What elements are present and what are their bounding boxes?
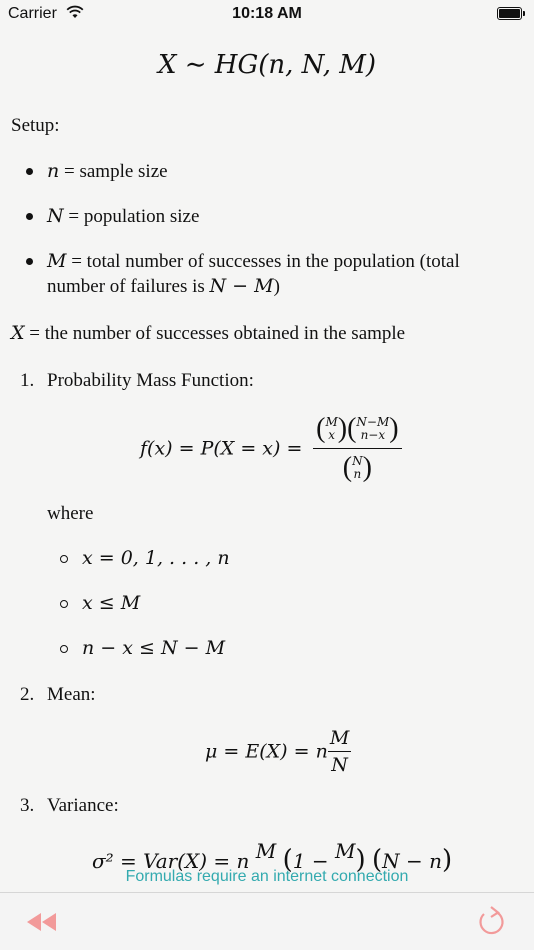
- internet-notice: Formulas require an internet connection: [125, 868, 409, 885]
- condition-3: n − x ≤ N − M: [82, 637, 226, 659]
- circle-bullet: [60, 600, 68, 608]
- battery-icon: [497, 7, 522, 20]
- rewind-icon[interactable]: [24, 905, 60, 939]
- bullet: [26, 258, 33, 265]
- distribution-title: X ∼ HG(n, N, M): [157, 50, 377, 80]
- section-number-1: 1.: [20, 370, 35, 391]
- condition-1: x = 0, 1, . . . , n: [82, 547, 230, 569]
- clock: 10:18 AM: [232, 5, 302, 22]
- pmf-formula: f(x) = P(X = x) = (M x)(N−M n−x ) (N n): [140, 413, 402, 484]
- variance-formula: σ² = Var(X) = n M (1 − M) (N − n): [92, 839, 453, 875]
- bottom-toolbar: [0, 892, 534, 950]
- mean-formula: μ = E(X) = n $\frac{M}{N}$: [205, 727, 350, 776]
- formula-content: [0, 30, 534, 892]
- condition-2: x ≤ M: [82, 592, 141, 614]
- bullet: [26, 213, 33, 220]
- setup-item-M: M = total number of successes in the population (total number of failures is N − M): [47, 250, 460, 297]
- bullet: [26, 168, 33, 175]
- section-number-3: 3.: [20, 795, 35, 816]
- x-definition: X = the number of successes obtained in the sample: [11, 322, 406, 344]
- where-label: where: [47, 503, 94, 524]
- circle-bullet: [60, 645, 68, 653]
- section-label-variance: Variance:: [47, 795, 119, 816]
- carrier-label: Carrier: [8, 5, 57, 22]
- setup-label: Setup:: [11, 115, 60, 136]
- section-label-mean: Mean:: [47, 684, 96, 705]
- section-label-pmf: Probability Mass Function:: [47, 370, 254, 391]
- circle-bullet: [60, 555, 68, 563]
- refresh-icon[interactable]: [474, 905, 510, 939]
- setup-item-n: n = sample size: [47, 160, 168, 182]
- section-number-2: 2.: [20, 684, 35, 705]
- status-bar: [0, 0, 534, 30]
- setup-item-N: N = population size: [47, 205, 200, 227]
